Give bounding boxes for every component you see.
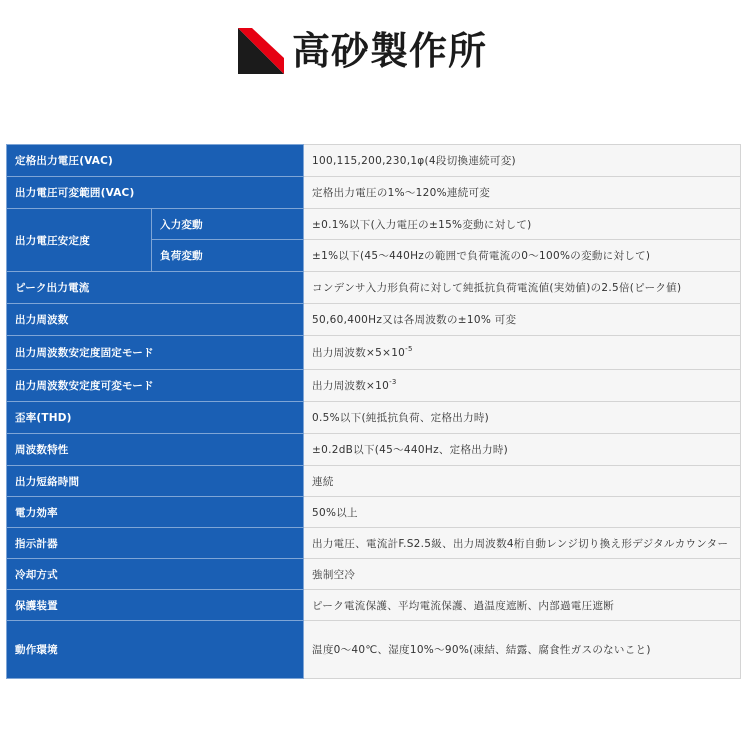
spec-value: ±0.1%以下(入力電圧の±15%変動に対して) xyxy=(304,209,741,240)
table-row xyxy=(7,559,741,590)
spec-label: 冷却方式 xyxy=(7,559,304,590)
table-row xyxy=(7,621,741,679)
spec-value: 出力電圧、電流計F.S2.5級、出力周波数4桁自動レンジ切り換え形デジタルカウンター xyxy=(304,528,741,559)
logo-mark-icon xyxy=(236,26,286,76)
spec-value: ±1%以下(45～440Hzの範囲で負荷電流の0～100%の変動に対して) xyxy=(304,240,741,272)
table-row xyxy=(7,209,741,240)
spec-label: 指示計器 xyxy=(7,528,304,559)
table-row xyxy=(7,177,741,209)
spec-value: ±0.2dB以下(45～440Hz、定格出力時) xyxy=(304,434,741,466)
spec-value xyxy=(304,336,741,370)
spec-value: 100,115,200,230,1φ(4段切換連続可変) xyxy=(304,145,741,177)
table-row xyxy=(7,304,741,336)
spec-value-exponent: -5 xyxy=(405,345,413,353)
table-row xyxy=(7,590,741,621)
brand-name: 高砂製作所 xyxy=(292,29,488,73)
spec-value: 温度0～40℃、湿度10%～90%(凍結、結露、腐食性ガスのないこと) xyxy=(304,621,741,679)
spec-value: ピーク電流保護、平均電流保護、過温度遮断、内部過電圧遮断 xyxy=(304,590,741,621)
table-row xyxy=(7,336,741,370)
table-row xyxy=(7,145,741,177)
spec-value: 0.5%以下(純抵抗負荷、定格出力時) xyxy=(304,402,741,434)
table-row xyxy=(7,434,741,466)
spec-value: コンデンサ入力形負荷に対して純抵抗負荷電流値(実効値)の2.5倍(ピーク値) xyxy=(304,272,741,304)
spec-label: 出力周波数安定度可変モード xyxy=(7,370,304,402)
spec-label: 周波数特性 xyxy=(7,434,304,466)
spec-value: 50%以上 xyxy=(304,497,741,528)
spec-value-exponent: -3 xyxy=(389,378,397,386)
spec-label: 動作環境 xyxy=(7,621,304,679)
table-row xyxy=(7,528,741,559)
spec-label: 保護装置 xyxy=(7,590,304,621)
spec-label: 出力電圧可変範囲(VAC) xyxy=(7,177,304,209)
table-row xyxy=(7,466,741,497)
table-row xyxy=(7,370,741,402)
spec-value xyxy=(304,370,741,402)
brand-logo xyxy=(236,26,487,76)
spec-sublabel: 入力変動 xyxy=(152,209,304,240)
spec-value-text: 出力周波数×10 xyxy=(312,380,390,392)
spec-value: 50,60,400Hz又は各周波数の±10% 可変 xyxy=(304,304,741,336)
table-row xyxy=(7,497,741,528)
table-row xyxy=(7,272,741,304)
spec-table xyxy=(6,144,741,679)
spec-value: 強制空冷 xyxy=(304,559,741,590)
spec-label: 出力電圧安定度 xyxy=(7,209,152,272)
spec-value-text: 出力周波数×5×10 xyxy=(312,347,406,359)
spec-label: 出力短絡時間 xyxy=(7,466,304,497)
spec-value: 連続 xyxy=(304,466,741,497)
spec-label: 定格出力電圧(VAC) xyxy=(7,145,304,177)
spec-label: 出力周波数 xyxy=(7,304,304,336)
spec-sublabel: 負荷変動 xyxy=(152,240,304,272)
spec-label: 出力周波数安定度固定モード xyxy=(7,336,304,370)
spec-value: 定格出力電圧の1%～120%連続可変 xyxy=(304,177,741,209)
spec-label: 歪率(THD) xyxy=(7,402,304,434)
spec-label: ピーク出力電流 xyxy=(7,272,304,304)
spec-label: 電力効率 xyxy=(7,497,304,528)
table-row xyxy=(7,402,741,434)
